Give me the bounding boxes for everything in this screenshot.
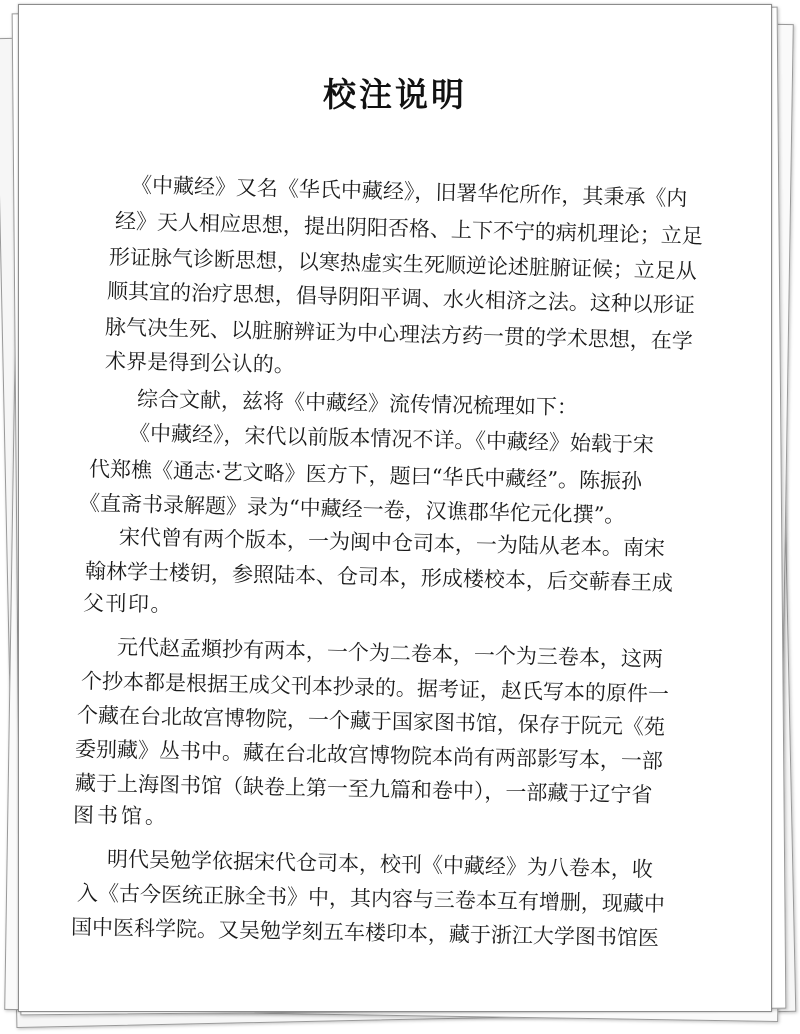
paragraph-line: 《中藏经》又名《华氏中藏经》，旧署华佗所作，其秉承《内 — [130, 173, 688, 211]
paragraph-line: 入《古今医统正脉全书》中，其内容与三卷本互有增删，现藏中 — [76, 881, 666, 917]
paragraph-line: 翰林学士楼钥，参照陆本、仓司本，形成楼校本，后交蕲春王成 — [84, 559, 674, 596]
paragraph-line: 个藏在台北故宫博物院，一个藏于国家图书馆，保存于阮元《苑 — [76, 703, 666, 740]
document-page — [18, 4, 772, 1012]
paragraph-line: 《直斋书录解题》录为“中藏经一卷，汉谯郡华佗元化撰”。 — [78, 491, 626, 528]
paragraph-line: 综合文献，兹将《中藏经》流传情况梳理如下： — [136, 387, 579, 420]
page-title: 校注说明 — [323, 75, 467, 114]
paragraph-line: 元代赵孟頫抄有两本，一个为二卷本，一个为三卷本，这两 — [116, 635, 664, 672]
paragraph-line: 术界是得到公认的。 — [104, 349, 296, 377]
paragraph-line: 顺其宜的治疗思想，倡导阴阳平调、水火相济之法。这种以形证 — [106, 279, 696, 318]
paragraph-line: 形证脉气诊断思想，以寒热虚实生死顺逆论述脏腑证候；立足从 — [108, 245, 698, 284]
paragraph-line: 代郑樵《通志·艺文略》医方下，题曰“华氏中藏经”。陈振孙 — [88, 457, 643, 494]
paragraph-line: 父刊印。 — [82, 591, 174, 617]
paragraph-line: 经》天人相应思想，提出阴阳否格、上下不宁的病机理论；立足 — [114, 209, 704, 249]
paragraph-line: 脉气决生死、以脏腑辨证为中心理法方药一贯的学术思想，在学 — [104, 315, 694, 354]
paragraph-line: 图书馆。 — [72, 803, 170, 829]
paragraph-line: 藏于上海图书馆（缺卷上第一至九篇和卷中），一部藏于辽宁省 — [74, 771, 653, 808]
paragraph-line: 国中医科学院。又吴勉学刻五车楼印本，藏于浙江大学图书馆医 — [70, 915, 660, 951]
paragraph-line: 个抄本都是根据王成父刊本抄录的。据考证，赵氏写本的原件一 — [80, 669, 670, 707]
paragraph-line: 委别藏》丛书中。藏在台北故宫博物院本尚有两部影写本，一部 — [74, 737, 664, 774]
paragraph-line: 宋代曾有两个版本，一为闽中仓司本，一为陆从老本。南宋 — [118, 525, 666, 561]
paragraph-line: 明代吴勉学依据宋代仓司本，校刊《中藏经》为八卷本，收 — [106, 847, 654, 882]
paragraph-line: 《中藏经》，宋代以前版本情况不详。《中藏经》始载于宋 — [128, 421, 655, 457]
